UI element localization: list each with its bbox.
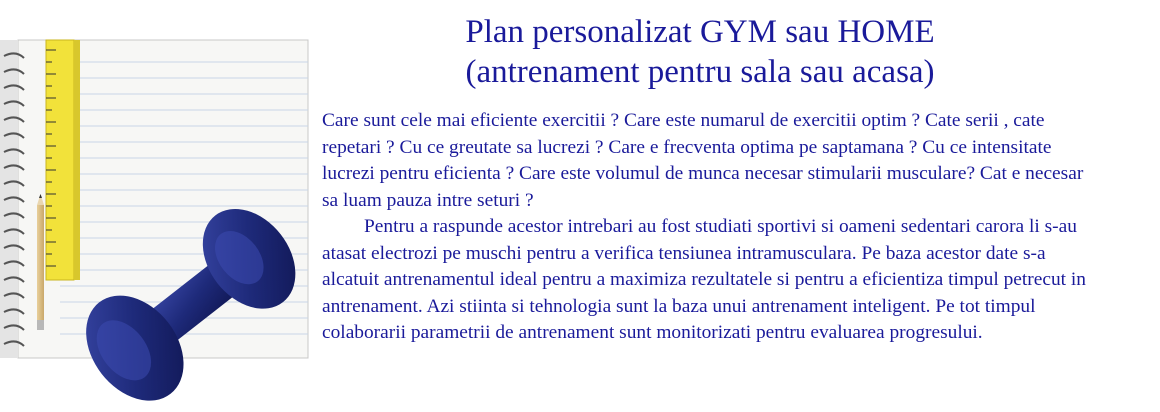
page-title bbox=[320, 12, 1080, 92]
questions-paragraph: Care sunt cele mai eficiente exercitii ? Care este numarul de exercitii optim ? Cate serii , cate repetari ? Cu ce greutate sa lucrezi ? Care e frecventa optima pe saptamana ? Cu ce intensitate lucrezi pentru eficienta ? Care este volumul de munca necesar stimularii musculare? Cat e necesar sa luam pauza intre seturi ? bbox=[322, 110, 1084, 211]
pencil bbox=[37, 194, 44, 330]
research-paragraph: Pentru a raspunde acestor intrebari au fost studiati sportivi si oameni sedentari carora li s-au atasat electrozi pe muschi pentru a verifica tensiunea intramusculara. Pe baza acestor date s-a alcatuit antrenamentul ideal pentru a maximiza rezultatele si pentru a eficientiza timpul petrecut in antrenament. Azi stiinta si tehnologia sunt la baza unui antrenament inteligent. Pe tot timpul colaborarii parametrii de antrenament sunt monitorizati pentru evaluarea progresului. bbox=[322, 216, 1086, 343]
title-line-1: Plan personalizat GYM sau HOME bbox=[465, 14, 935, 50]
description-text bbox=[322, 108, 1102, 347]
title-line-2: (antrenament pentru sala sau acasa) bbox=[465, 54, 935, 90]
measuring-tape bbox=[46, 40, 80, 280]
notebook-dumbbell-illustration bbox=[0, 0, 320, 412]
